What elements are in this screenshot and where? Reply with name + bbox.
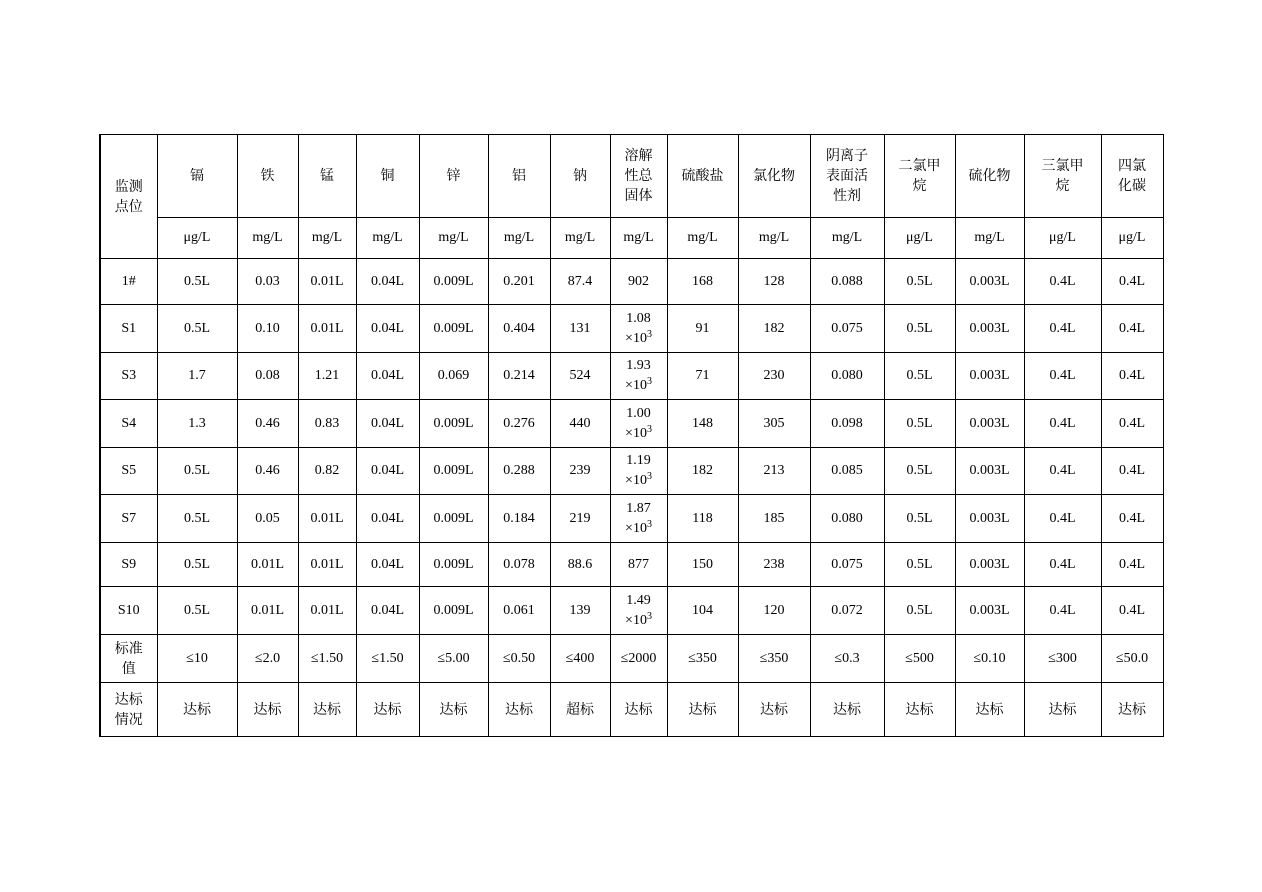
value-cell: 120 <box>738 587 810 635</box>
standard-value: ≤5.00 <box>419 635 488 683</box>
column-header: 铁 <box>237 135 298 218</box>
compliance-value: 达标 <box>1024 683 1101 737</box>
unit-cell: mg/L <box>738 218 810 259</box>
standard-value: ≤400 <box>550 635 610 683</box>
column-header: 四氯 化碳 <box>1101 135 1163 218</box>
value-cell: 0.075 <box>810 543 884 587</box>
unit-cell: mg/L <box>610 218 667 259</box>
unit-cell: μg/L <box>157 218 237 259</box>
column-header: 二氯甲 烷 <box>884 135 955 218</box>
value-cell: 0.201 <box>488 259 550 305</box>
standard-value: ≤2000 <box>610 635 667 683</box>
column-header: 硫酸盐 <box>667 135 738 218</box>
value-cell: 0.01L <box>298 495 356 543</box>
compliance-value: 达标 <box>298 683 356 737</box>
value-cell: 1.7 <box>157 353 237 400</box>
value-cell: 1.19 $\times 10^3$ <box>610 448 667 495</box>
value-cell: 0.009L <box>419 305 488 353</box>
value-cell: 118 <box>667 495 738 543</box>
value-cell: 1.93 $\times 10^3$ <box>610 353 667 400</box>
value-cell: 0.5L <box>884 587 955 635</box>
site-cell: S1 <box>100 305 157 353</box>
value-cell: 0.82 <box>298 448 356 495</box>
standard-value: ≤1.50 <box>356 635 419 683</box>
standard-value: ≤1.50 <box>298 635 356 683</box>
value-cell: 0.04L <box>356 259 419 305</box>
value-cell: 0.404 <box>488 305 550 353</box>
site-cell: 1# <box>100 259 157 305</box>
standard-row <box>100 635 1163 683</box>
value-cell: 0.003L <box>955 305 1024 353</box>
value-cell: 150 <box>667 543 738 587</box>
compliance-label: 达标 情况 <box>100 683 157 737</box>
value-cell: 182 <box>738 305 810 353</box>
table-row <box>100 353 1163 400</box>
monitoring-results-table <box>99 134 1164 737</box>
value-cell: 71 <box>667 353 738 400</box>
standard-value: ≤350 <box>738 635 810 683</box>
unit-cell: μg/L <box>884 218 955 259</box>
value-cell: 0.4L <box>1024 353 1101 400</box>
compliance-row <box>100 683 1163 737</box>
value-cell: 0.085 <box>810 448 884 495</box>
value-cell: 0.009L <box>419 587 488 635</box>
value-cell: 0.04L <box>356 448 419 495</box>
compliance-value: 达标 <box>810 683 884 737</box>
value-cell: 0.4L <box>1101 543 1163 587</box>
table-row <box>100 587 1163 635</box>
value-cell: 0.080 <box>810 495 884 543</box>
value-cell: 1.00 $\times 10^3$ <box>610 400 667 448</box>
value-cell: 168 <box>667 259 738 305</box>
value-cell: 1.49 $\times 10^3$ <box>610 587 667 635</box>
value-cell: 0.003L <box>955 543 1024 587</box>
value-cell: 0.4L <box>1101 448 1163 495</box>
compliance-value: 达标 <box>667 683 738 737</box>
value-cell: 0.003L <box>955 353 1024 400</box>
value-cell: 0.5L <box>157 305 237 353</box>
compliance-value: 达标 <box>237 683 298 737</box>
column-header: 硫化物 <box>955 135 1024 218</box>
value-cell: 0.10 <box>237 305 298 353</box>
value-cell: 0.009L <box>419 543 488 587</box>
exponent: 3 <box>646 471 652 482</box>
value-cell: 0.080 <box>810 353 884 400</box>
value-cell: 0.5L <box>884 495 955 543</box>
unit-cell: mg/L <box>955 218 1024 259</box>
table-row <box>100 305 1163 353</box>
value-cell: 0.069 <box>419 353 488 400</box>
column-header: 镉 <box>157 135 237 218</box>
value-cell: 0.4L <box>1101 259 1163 305</box>
value-cell: 0.4L <box>1024 259 1101 305</box>
value-cell: 0.288 <box>488 448 550 495</box>
standard-label: 标准 值 <box>100 635 157 683</box>
value-cell: 0.01L <box>298 259 356 305</box>
value-cell: 0.088 <box>810 259 884 305</box>
standard-value: ≤2.0 <box>237 635 298 683</box>
value-cell: 0.003L <box>955 448 1024 495</box>
site-cell: S10 <box>100 587 157 635</box>
compliance-value: 超标 <box>550 683 610 737</box>
site-cell: S9 <box>100 543 157 587</box>
compliance-value: 达标 <box>1101 683 1163 737</box>
column-header: 铝 <box>488 135 550 218</box>
value-cell: 0.009L <box>419 495 488 543</box>
unit-cell: mg/L <box>419 218 488 259</box>
site-cell: S5 <box>100 448 157 495</box>
value-cell: 0.04L <box>356 400 419 448</box>
unit-cell: mg/L <box>488 218 550 259</box>
value-cell: 0.4L <box>1101 400 1163 448</box>
value-cell: 0.01L <box>298 587 356 635</box>
column-header: 阴离子 表面活 性剂 <box>810 135 884 218</box>
table-row <box>100 259 1163 305</box>
exponent: 3 <box>646 328 652 340</box>
unit-cell: mg/L <box>237 218 298 259</box>
standard-value: ≤350 <box>667 635 738 683</box>
value-cell: 0.46 <box>237 448 298 495</box>
value-cell: 305 <box>738 400 810 448</box>
table-row <box>100 495 1163 543</box>
value-cell: 0.078 <box>488 543 550 587</box>
value-cell: 139 <box>550 587 610 635</box>
value-cell: 0.4L <box>1024 587 1101 635</box>
site-cell: S4 <box>100 400 157 448</box>
value-cell: 0.214 <box>488 353 550 400</box>
value-cell: 0.4L <box>1024 305 1101 353</box>
column-header: 锰 <box>298 135 356 218</box>
value-cell: 182 <box>667 448 738 495</box>
value-cell: 0.5L <box>157 259 237 305</box>
value-cell: 0.072 <box>810 587 884 635</box>
value-cell: 0.061 <box>488 587 550 635</box>
value-cell: 0.04L <box>356 587 419 635</box>
standard-value: ≤50.0 <box>1101 635 1163 683</box>
value-cell: 213 <box>738 448 810 495</box>
exponent: 3 <box>646 610 652 622</box>
value-cell: 0.04L <box>356 495 419 543</box>
value-cell: 0.4L <box>1024 495 1101 543</box>
value-cell: 0.276 <box>488 400 550 448</box>
unit-cell: μg/L <box>1024 218 1101 259</box>
column-header: 钠 <box>550 135 610 218</box>
value-cell: 0.4L <box>1101 495 1163 543</box>
compliance-value: 达标 <box>610 683 667 737</box>
value-cell: 104 <box>667 587 738 635</box>
value-cell: 0.5L <box>157 495 237 543</box>
value-cell: 219 <box>550 495 610 543</box>
value-cell: 0.009L <box>419 259 488 305</box>
value-cell: 0.4L <box>1024 448 1101 495</box>
table-row <box>100 400 1163 448</box>
value-cell: 0.5L <box>884 400 955 448</box>
site-cell: S7 <box>100 495 157 543</box>
value-cell: 185 <box>738 495 810 543</box>
value-cell: 440 <box>550 400 610 448</box>
unit-cell: mg/L <box>298 218 356 259</box>
value-cell: 0.5L <box>884 353 955 400</box>
value-cell: 0.5L <box>884 448 955 495</box>
value-cell: 0.184 <box>488 495 550 543</box>
value-cell: 0.075 <box>810 305 884 353</box>
value-cell: 131 <box>550 305 610 353</box>
compliance-value: 达标 <box>488 683 550 737</box>
column-header: 锌 <box>419 135 488 218</box>
standard-value: ≤10 <box>157 635 237 683</box>
compliance-value: 达标 <box>738 683 810 737</box>
value-cell: 0.5L <box>157 543 237 587</box>
value-cell: 0.4L <box>1024 400 1101 448</box>
value-cell: 0.5L <box>157 448 237 495</box>
site-cell: S3 <box>100 353 157 400</box>
value-cell: 0.46 <box>237 400 298 448</box>
value-cell: 0.4L <box>1101 353 1163 400</box>
unit-cell: mg/L <box>667 218 738 259</box>
standard-value: ≤300 <box>1024 635 1101 683</box>
value-cell: 1.21 <box>298 353 356 400</box>
compliance-value: 达标 <box>356 683 419 737</box>
value-cell: 0.83 <box>298 400 356 448</box>
value-cell: 238 <box>738 543 810 587</box>
value-cell: 0.003L <box>955 259 1024 305</box>
value-cell: 0.04L <box>356 305 419 353</box>
value-cell: 1.08 $\times 10^3$ <box>610 305 667 353</box>
unit-cell: mg/L <box>356 218 419 259</box>
compliance-value: 达标 <box>419 683 488 737</box>
value-cell: 0.04L <box>356 543 419 587</box>
unit-row <box>100 218 1163 259</box>
value-cell: 524 <box>550 353 610 400</box>
value-cell: 0.098 <box>810 400 884 448</box>
value-cell: 91 <box>667 305 738 353</box>
value-cell: 0.08 <box>237 353 298 400</box>
compliance-value: 达标 <box>884 683 955 737</box>
value-cell: 239 <box>550 448 610 495</box>
value-cell: 88.6 <box>550 543 610 587</box>
unit-cell: mg/L <box>810 218 884 259</box>
value-cell: 148 <box>667 400 738 448</box>
standard-value: ≤0.3 <box>810 635 884 683</box>
value-cell: 0.5L <box>157 587 237 635</box>
value-cell: 0.003L <box>955 400 1024 448</box>
value-cell: 877 <box>610 543 667 587</box>
table-row <box>100 448 1163 495</box>
compliance-value: 达标 <box>157 683 237 737</box>
value-cell: 0.009L <box>419 448 488 495</box>
exponent: 3 <box>646 423 652 435</box>
value-cell: 0.003L <box>955 587 1024 635</box>
header-row <box>100 135 1163 218</box>
column-header: 三氯甲 烷 <box>1024 135 1101 218</box>
column-header: 铜 <box>356 135 419 218</box>
value-cell: 0.01L <box>237 587 298 635</box>
standard-value: ≤500 <box>884 635 955 683</box>
value-cell: 0.05 <box>237 495 298 543</box>
value-cell: 0.03 <box>237 259 298 305</box>
standard-value: ≤0.10 <box>955 635 1024 683</box>
value-cell: 0.5L <box>884 259 955 305</box>
value-cell: 0.01L <box>237 543 298 587</box>
value-cell: 0.003L <box>955 495 1024 543</box>
corner-header: 监测 点位 <box>100 135 157 259</box>
exponent: 3 <box>646 518 652 530</box>
value-cell: 0.01L <box>298 305 356 353</box>
value-cell: 128 <box>738 259 810 305</box>
value-cell: 0.4L <box>1101 587 1163 635</box>
exponent: 3 <box>646 376 652 387</box>
compliance-value: 达标 <box>955 683 1024 737</box>
value-cell: 0.009L <box>419 400 488 448</box>
column-header: 氯化物 <box>738 135 810 218</box>
value-cell: 0.04L <box>356 353 419 400</box>
table-body <box>100 135 1163 737</box>
value-cell: 0.5L <box>884 543 955 587</box>
value-cell: 1.3 <box>157 400 237 448</box>
value-cell: 230 <box>738 353 810 400</box>
value-cell: 1.87 $\times 10^3$ <box>610 495 667 543</box>
value-cell: 902 <box>610 259 667 305</box>
value-cell: 0.4L <box>1101 305 1163 353</box>
value-cell: 0.4L <box>1024 543 1101 587</box>
value-cell: 0.5L <box>884 305 955 353</box>
value-cell: 0.01L <box>298 543 356 587</box>
value-cell: 87.4 <box>550 259 610 305</box>
column-header: 溶解 性总 固体 <box>610 135 667 218</box>
unit-cell: mg/L <box>550 218 610 259</box>
unit-cell: μg/L <box>1101 218 1163 259</box>
table-row <box>100 543 1163 587</box>
standard-value: ≤0.50 <box>488 635 550 683</box>
